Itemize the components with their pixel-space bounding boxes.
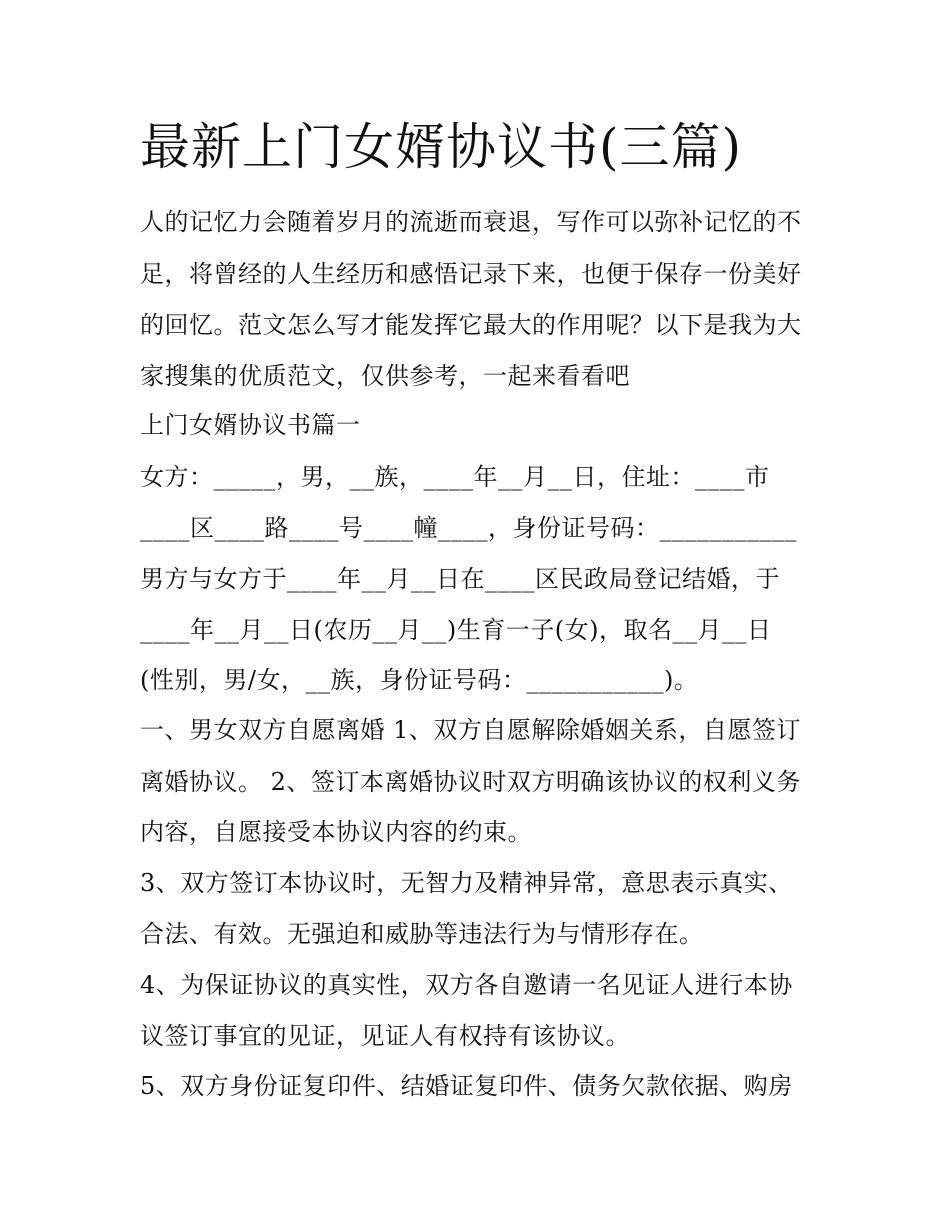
body-line: ____年__月__日(农历__月__)生育一子(女)，取名__月__日 [140, 616, 772, 644]
body-line: 3、双方签订本协议时，无智力及精神异常，意思表示真实、 [140, 869, 793, 897]
body-line: 足，将曾经的人生经历和感悟记录下来，也便于保存一份美好 [140, 260, 802, 288]
body-line: 议签订事宜的见证，见证人有权持有该协议。 [140, 1022, 630, 1050]
section-heading: 上门女婿协议书篇一 [140, 411, 361, 439]
body-line: 合法、有效。无强迫和威胁等违法行为与情形存在。 [140, 920, 704, 948]
body-line: 女方：_____，男，__族，____年__月__日，住址：____市 [140, 463, 770, 491]
body-line: 一、男女双方自愿离婚 1、双方自愿解除婚姻关系，自愿签订 [140, 716, 801, 744]
body-line: 家搜集的优质范文，仅供参考，一起来看看吧 [140, 362, 630, 390]
body-line: 人的记忆力会随着岁月的流逝而衰退，写作可以弥补记忆的不 [140, 208, 802, 236]
body-line: 男方与女方于____年__月__日在____区民政局登记结婚，于 [140, 565, 780, 593]
body-line: 4、为保证协议的真实性，双方各自邀请一名见证人进行本协 [140, 971, 793, 999]
body-line: (性别，男/女，__族，身份证号码：___________)。 [140, 666, 699, 694]
body-line: 内容，自愿接受本协议内容的约束。 [140, 818, 532, 846]
body-line: 5、双方身份证复印件、结婚证复印件、债务欠款依据、购房 [140, 1072, 793, 1100]
page-title: 最新上门女婿协议书(三篇) [140, 118, 743, 176]
body-line: 离婚协议。 2、签订本离婚协议时双方明确该协议的权利义务 [140, 768, 801, 796]
body-line: 的回忆。范文怎么写才能发挥它最大的作用呢？以下是我为大 [140, 311, 802, 339]
body-line: ____区____路____号____幢____，身份证号码：___________ [140, 514, 797, 542]
